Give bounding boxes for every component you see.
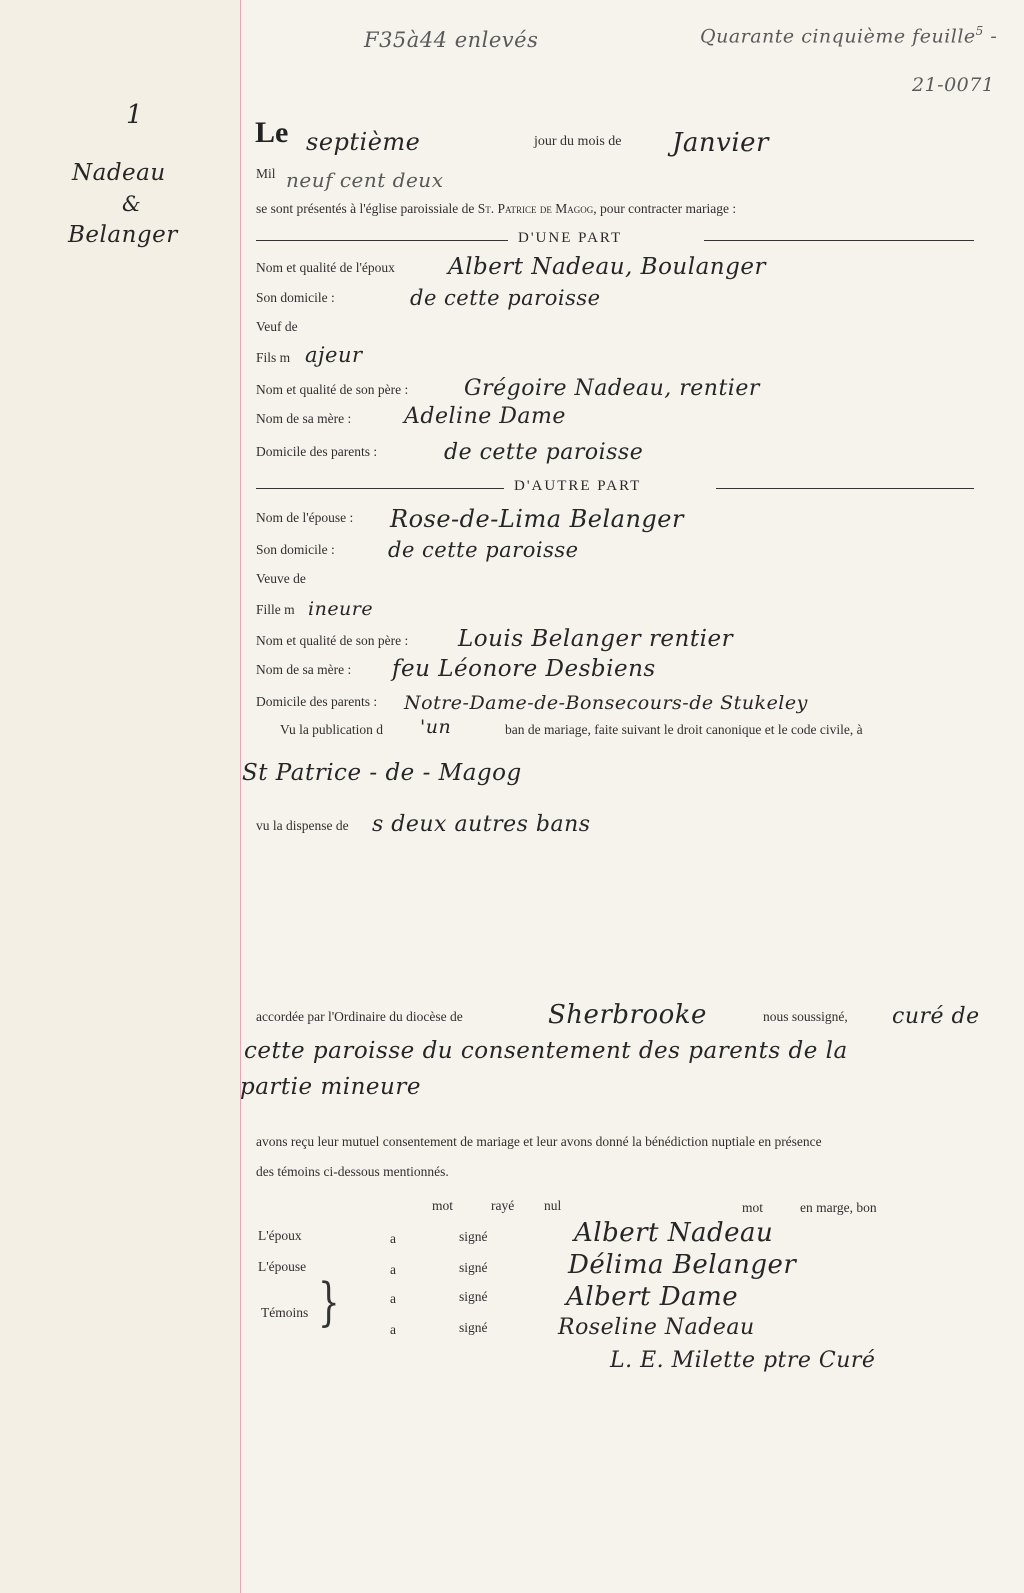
day-label: jour du mois de [534,134,622,149]
bride-parents-domicile-label: Domicile des parents : [256,694,378,709]
groom-father-value: Grégoire Nadeau, rentier [464,376,760,401]
groom-parents-domicile-value: de cette paroisse [444,440,644,465]
entry-number: 1 [126,100,144,130]
groom-father-label: Nom et qualité de son père : [256,382,409,397]
publication-prefix: Vu la publication d [280,722,384,737]
ordinary-prefix: accordée par l'Ordinaire du diocèse de [256,1009,463,1024]
groom-parents-domicile-label: Domicile des parents : [256,444,378,459]
le-heading: Le [255,116,289,149]
signer-value-3: partie mineure [240,1074,421,1100]
header-nul: nul [544,1198,562,1213]
intro-text-prefix: se sont présentés à l'église paroissiale de [256,201,475,216]
parish-name: St. Patrice de Magog [477,201,594,216]
month-value: Janvier [672,128,769,158]
bride-father-label: Nom et qualité de son père : [256,633,409,648]
intro-line [256,201,736,217]
bride-mother-value: feu Léonore Desbiens [392,656,656,682]
bride-widow-label: Veuve de [256,571,306,586]
bride-domicile-label: Son domicile : [256,542,335,557]
signature-bride: Délima Belanger [568,1250,797,1280]
diocese-value: Sherbrooke [548,1000,707,1030]
row-bride-a: a [390,1262,396,1277]
signer-value-1: curé de [892,1004,980,1029]
part-two-rule-left [256,488,504,489]
margin-rule [240,0,241,1593]
groom-son-label: Fils m [256,350,291,365]
priest-signature: L. E. Milette ptre Curé [610,1348,876,1373]
bride-daughter-label: Fille m [256,602,295,617]
dispensation-value: s deux autres bans [372,812,591,837]
margin-name-groom: Nadeau [72,160,166,186]
row-witness1-signe: signé [459,1289,488,1304]
header-mot-left: mot [432,1198,454,1213]
bride-mother-label: Nom de sa mère : [256,662,352,677]
row-witness1-a: a [390,1291,396,1306]
part-one-title: D'UNE PART [518,230,623,246]
publication-count: 'un [420,716,452,738]
margin-name-bride: Belanger [68,222,178,248]
year-value: neuf cent deux [286,168,444,192]
header-mot-right: mot [742,1200,764,1215]
bride-name-label: Nom de l'épouse : [256,510,354,525]
part-two-rule-right [716,488,974,489]
witnesses-brace: } [318,1273,340,1333]
year-label: Mil [256,166,276,181]
bride-name-value: Rose-de-Lima Belanger [390,505,684,533]
consent-line-1: avons reçu leur mutuel consentement de mariage et leur avons donné la bénédiction nuptiale en présence [256,1134,822,1149]
row-groom-signe: signé [459,1229,488,1244]
publication-suffix: ban de mariage, faite suivant le droit canonique et le code civile, à [505,722,863,737]
reference-note: F35à44 enlevés [364,28,539,52]
publication-place: St Patrice - de - Magog [242,760,522,786]
bride-daughter-value: ineure [308,598,374,620]
groom-name-label: Nom et qualité de l'époux [256,260,395,275]
day-value: septième [306,128,421,156]
folio-note [700,24,997,47]
part-one-rule-left [256,240,508,241]
role-bride: L'épouse [258,1259,307,1274]
groom-widower-label: Veuf de [256,319,298,334]
groom-name-value: Albert Nadeau, Boulanger [448,254,766,280]
bride-parents-domicile-value: Notre-Dame-de-Bonsecours-de Stukeley [404,692,808,714]
intro-text-suffix: , pour contracter mariage : [593,201,737,216]
witnesses-label: Témoins [261,1305,309,1320]
folio-note-text: Quarante cinquième feuille [700,25,976,48]
folio-dash: - [983,25,998,48]
dispensation-prefix: vu la dispense de [256,818,349,833]
groom-domicile-value: de cette paroisse [410,286,601,310]
part-two-title: D'AUTRE PART [514,478,642,494]
role-groom: L'époux [258,1228,302,1243]
header-en-marge: en marge, bon [800,1200,877,1215]
bride-father-value: Louis Belanger rentier [458,626,734,652]
consent-line-2: des témoins ci-dessous mentionnés. [256,1164,449,1179]
folio-superscript: 5 [975,24,984,38]
groom-son-value: ajeur [305,343,363,367]
signature-witness-1: Albert Dame [566,1282,739,1312]
row-witness2-signe: signé [459,1320,488,1335]
row-bride-signe: signé [459,1260,488,1275]
header-raye: rayé [491,1198,515,1213]
signature-witness-2: Roseline Nadeau [558,1315,755,1340]
groom-mother-value: Adeline Dame [404,404,566,429]
groom-domicile-label: Son domicile : [256,290,335,305]
part-one-rule-right [704,240,974,241]
row-witness2-a: a [390,1322,396,1337]
archive-code: 21-0071 [912,74,995,96]
margin-name-ampersand: & [122,192,142,216]
signer-label: nous soussigné, [763,1009,848,1024]
signer-value-2: cette paroisse du consentement des parents de la [244,1038,848,1064]
row-groom-a: a [390,1231,396,1246]
groom-mother-label: Nom de sa mère : [256,411,352,426]
signature-groom: Albert Nadeau [574,1218,774,1248]
bride-domicile-value: de cette paroisse [388,538,579,562]
